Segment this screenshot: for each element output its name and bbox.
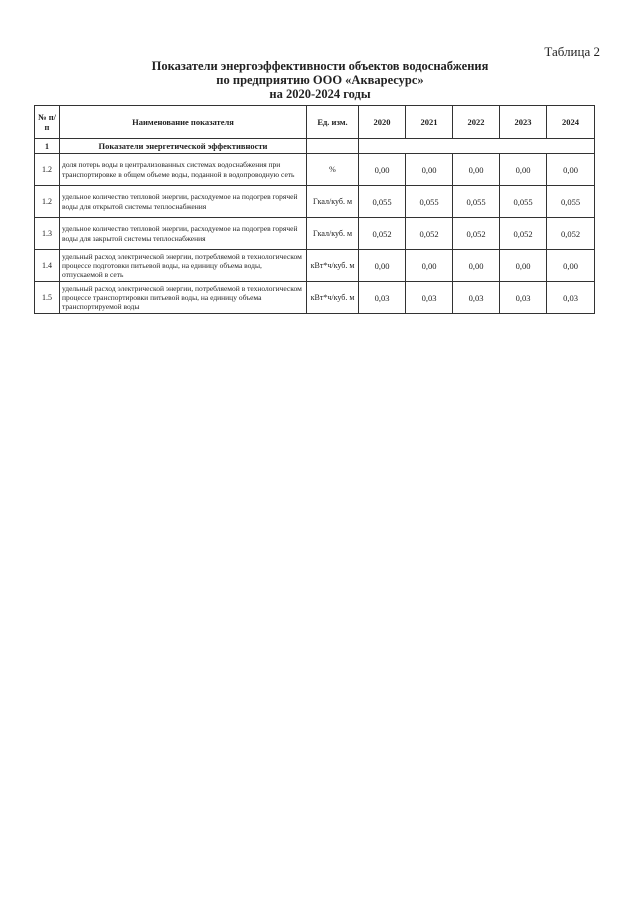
row-value-2020: 0,00: [359, 250, 406, 282]
row-value-2024: 0,03: [547, 282, 595, 314]
row-unit: Гкал/куб. м: [307, 186, 359, 218]
row-unit: Гкал/куб. м: [307, 218, 359, 250]
row-num: 1.3: [35, 218, 60, 250]
row-value-2022: 0,03: [453, 282, 500, 314]
section-empty-cell: [547, 139, 595, 154]
row-value-2024: 0,052: [547, 218, 595, 250]
row-value-2022: 0,00: [453, 154, 500, 186]
row-unit: кВт*ч/куб. м: [307, 250, 359, 282]
section-row: [35, 139, 595, 154]
row-name: удельное количество тепловой энергии, расходуемое на подогрев горячей воды для открытой системы теплоснабжения: [60, 186, 307, 218]
header-unit: Ед. изм.: [307, 106, 359, 139]
row-value-2023: 0,052: [500, 218, 547, 250]
section-num: 1: [35, 139, 60, 154]
row-unit: кВт*ч/куб. м: [307, 282, 359, 314]
row-value-2020: 0,055: [359, 186, 406, 218]
section-empty-cell: [453, 139, 500, 154]
row-value-2022: 0,052: [453, 218, 500, 250]
header-row: [35, 106, 595, 139]
indicators-table: [34, 105, 595, 314]
row-value-2024: 0,00: [547, 154, 595, 186]
row-value-2020: 0,052: [359, 218, 406, 250]
section-empty-cell: [500, 139, 547, 154]
section-empty-cell: [359, 139, 406, 154]
row-num: 1.2: [35, 186, 60, 218]
row-value-2021: 0,055: [406, 186, 453, 218]
row-name: доля потерь воды в централизованных системах водоснабжения при транспортировке в общем объеме воды, поданной в водопроводную сеть: [60, 154, 307, 186]
header-year-2020: 2020: [359, 106, 406, 139]
header-year-2024: 2024: [547, 106, 595, 139]
header-num: № п/п: [35, 106, 60, 139]
table-row: [35, 250, 595, 282]
row-value-2022: 0,00: [453, 250, 500, 282]
row-name: удельный расход электрической энергии, потребляемой в технологическом процессе транспортировки питьевой воды, на единицу объема транспортируемой воды: [60, 282, 307, 314]
row-value-2021: 0,03: [406, 282, 453, 314]
row-value-2024: 0,055: [547, 186, 595, 218]
row-value-2021: 0,00: [406, 154, 453, 186]
row-unit: %: [307, 154, 359, 186]
title-line-3: на 2020-2024 годы: [269, 87, 371, 101]
row-value-2021: 0,052: [406, 218, 453, 250]
table-row: [35, 282, 595, 314]
title-line-2: по предприятию ООО «Акваресурс»: [216, 73, 424, 87]
row-value-2023: 0,00: [500, 250, 547, 282]
row-value-2023: 0,03: [500, 282, 547, 314]
header-year-2023: 2023: [500, 106, 547, 139]
row-name: удельное количество тепловой энергии, расходуемое на подогрев горячей воды для закрытой системы теплоснабжения: [60, 218, 307, 250]
row-value-2024: 0,00: [547, 250, 595, 282]
row-num: 1.2: [35, 154, 60, 186]
row-value-2021: 0,00: [406, 250, 453, 282]
header-year-2022: 2022: [453, 106, 500, 139]
row-num: 1.5: [35, 282, 60, 314]
section-name: Показатели энергетической эффективности: [60, 139, 307, 154]
row-name: удельный расход электрической энергии, потребляемой в технологическом процессе подготовки питьевой воды, на единицу объема воды, отпускаемой в сеть: [60, 250, 307, 282]
title-line-1: Показатели энергоэффективности объектов водоснабжения: [151, 59, 489, 73]
row-value-2020: 0,00: [359, 154, 406, 186]
row-value-2023: 0,00: [500, 154, 547, 186]
header-name: Наименование показателя: [60, 106, 307, 139]
header-year-2021: 2021: [406, 106, 453, 139]
row-value-2020: 0,03: [359, 282, 406, 314]
table-row: [35, 154, 595, 186]
section-empty-cell: [406, 139, 453, 154]
table-row: [35, 218, 595, 250]
row-num: 1.4: [35, 250, 60, 282]
section-empty-cell: [307, 139, 359, 154]
row-value-2023: 0,055: [500, 186, 547, 218]
table-label: Таблица 2: [544, 44, 600, 59]
table-row: [35, 186, 595, 218]
row-value-2022: 0,055: [453, 186, 500, 218]
document-title: [0, 59, 640, 101]
